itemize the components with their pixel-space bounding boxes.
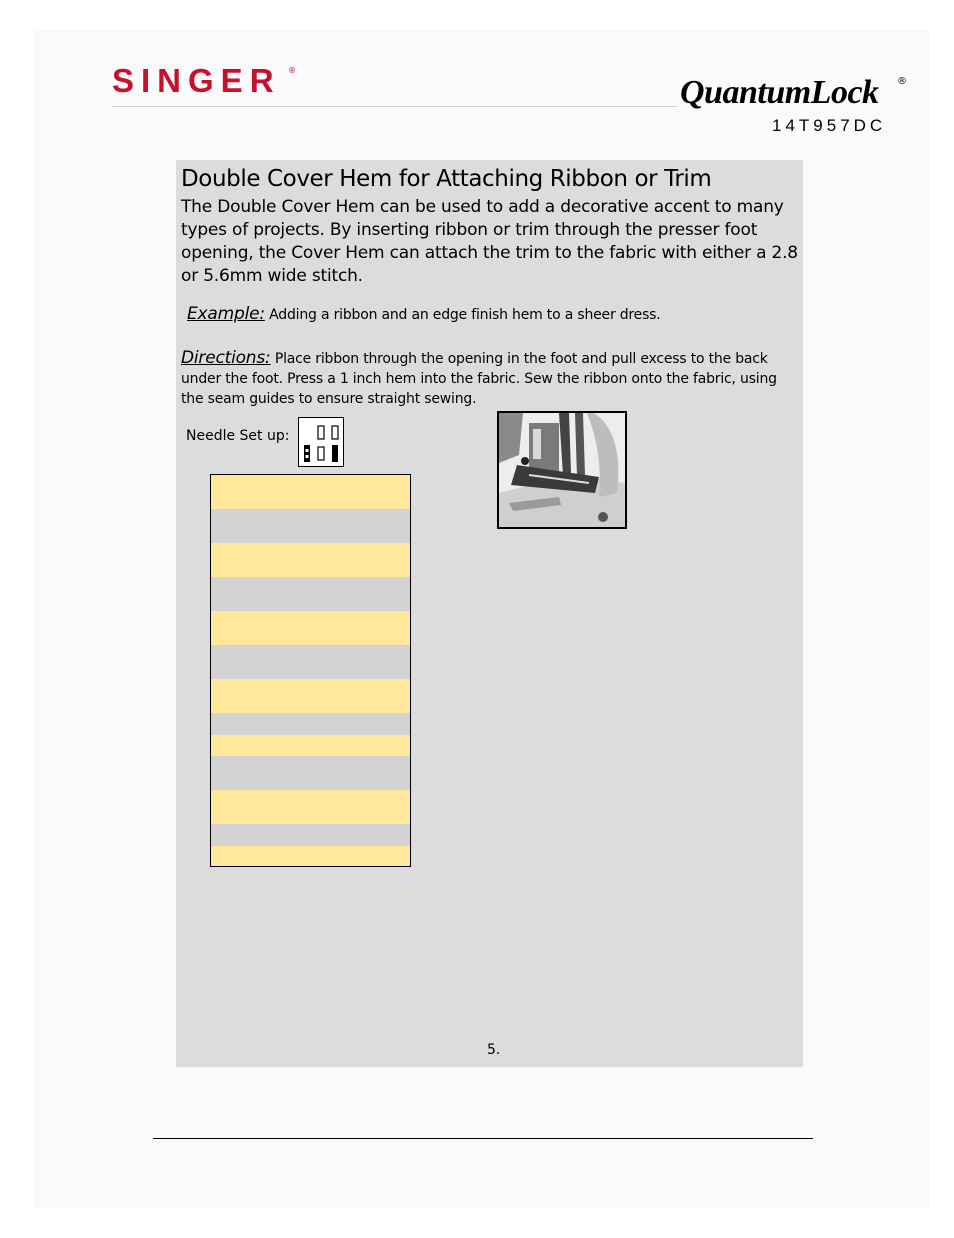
presser-foot-image: [499, 413, 625, 527]
section-title: Double Cover Hem for Attaching Ribbon or Trim: [181, 166, 712, 192]
settings-row: [211, 846, 410, 867]
model-number: 14T957DC: [772, 116, 887, 135]
singer-logo: SINGER: [112, 62, 281, 99]
settings-row: [211, 790, 410, 824]
settings-row: [211, 679, 410, 713]
footer-divider: [153, 1138, 813, 1139]
brand-registered-mark: ®: [897, 76, 907, 87]
page-number: 5.: [487, 1042, 501, 1058]
settings-row: [211, 824, 410, 846]
directions-paragraph: [181, 348, 799, 409]
directions-label: Directions:: [181, 348, 271, 368]
settings-row: [211, 509, 410, 543]
directions-text: Place ribbon through the opening in the foot and pull excess to the back under the foot. Press a 1 inch hem into the fabric. Sew the ribbon onto the fabric, using the seam guides to ensure straight sewing.: [181, 351, 777, 407]
settings-row: [211, 577, 410, 611]
needle-setup-icon: [298, 417, 344, 467]
settings-row: [211, 475, 410, 509]
intro-paragraph: The Double Cover Hem can be used to add a decorative accent to many types of projects. By inserting ribbon or trim through the presser foot opening, the Cover Hem can attach the trim to the fabric with either a 2.8 or 5.6mm wide stitch.: [181, 197, 798, 286]
machine-settings-table: [210, 474, 411, 867]
settings-row: [211, 611, 410, 645]
example-text: Adding a ribbon and an edge finish hem to a sheer dress.: [269, 307, 661, 323]
header-divider: [112, 106, 677, 107]
needle-diagram-icon: [299, 418, 343, 466]
example-label: Example:: [187, 304, 265, 324]
settings-row: [211, 713, 410, 735]
settings-row: [211, 735, 410, 756]
settings-row: [211, 756, 410, 790]
example-line: [187, 304, 661, 324]
quantumlock-logo: QuantumLock: [680, 74, 879, 111]
singer-registered-mark: ®: [288, 66, 296, 75]
needle-setup-label: Needle Set up:: [186, 428, 290, 444]
presser-foot-illustration: [497, 411, 627, 529]
settings-row: [211, 543, 410, 577]
settings-row: [211, 645, 410, 679]
